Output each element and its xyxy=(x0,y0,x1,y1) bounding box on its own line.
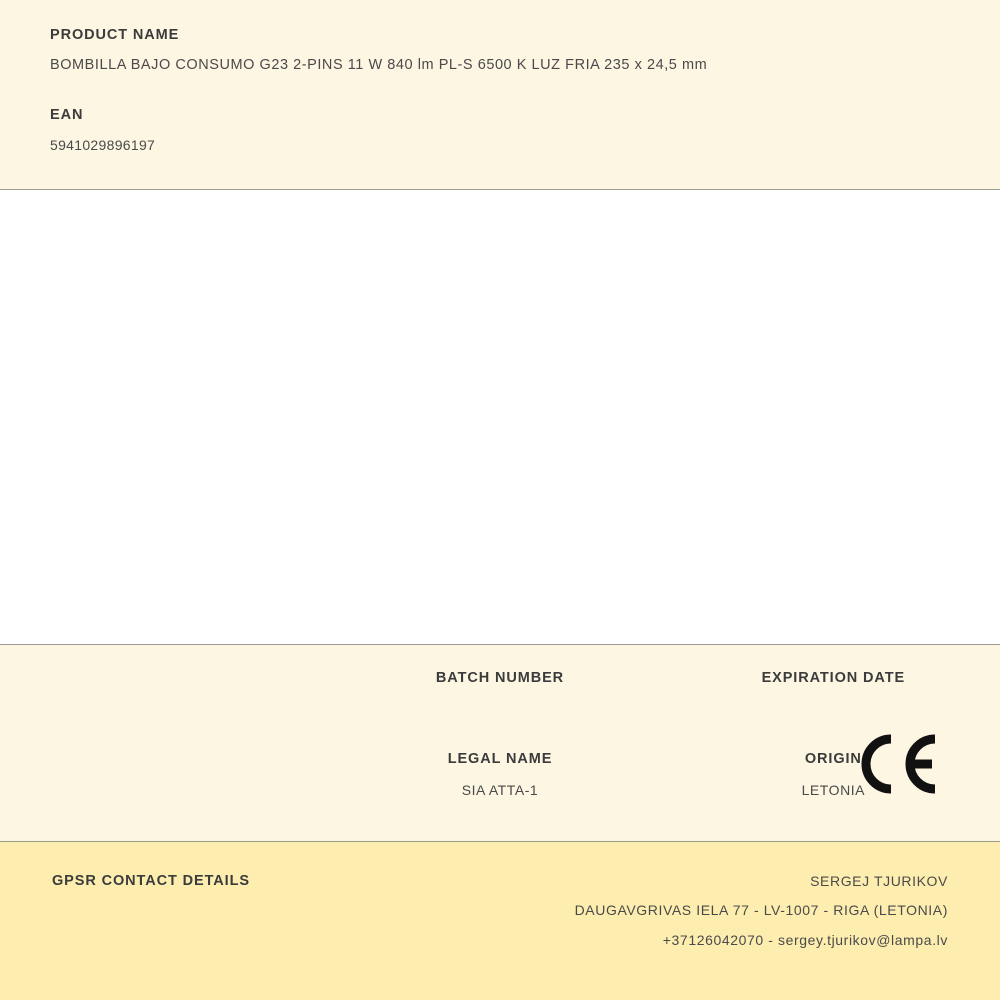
details-grid-2 xyxy=(0,752,1000,799)
spacer-2 xyxy=(0,718,1000,752)
details-grid xyxy=(0,645,1000,718)
details-cell-empty-left-4 xyxy=(0,769,333,799)
product-name-value: BOMBILLA BAJO CONSUMO G23 2-PINS 11 W 840 lm PL-S 6500 K LUZ FRIA 235 x 24,5 mm xyxy=(50,56,708,73)
product-name-label: PRODUCT NAME xyxy=(50,27,180,43)
details-cell-empty-left xyxy=(0,671,333,688)
gpsr-contact-address: DAUGAVGRIVAS IELA 77 - LV-1007 - RIGA (LETONIA) xyxy=(574,902,948,919)
details-cell-empty-left-3 xyxy=(0,752,333,769)
product-details-block xyxy=(0,645,1000,842)
details-cell-empty-left-2 xyxy=(0,688,333,718)
spacer xyxy=(50,74,950,108)
origin-value: LETONIA xyxy=(801,782,866,798)
ean-value: 5941029896197 xyxy=(50,137,156,154)
legal-name-value: SIA ATTA-1 xyxy=(461,782,539,798)
batch-number-label: BATCH NUMBER xyxy=(435,670,565,686)
legal-name-label: LEGAL NAME xyxy=(447,751,553,767)
expiration-date-value xyxy=(667,702,1000,718)
product-image-area xyxy=(0,190,1000,645)
product-info-block xyxy=(0,0,1000,190)
expiration-date-label: EXPIRATION DATE xyxy=(761,670,906,686)
gpsr-title: GPSR CONTACT DETAILS xyxy=(52,873,250,889)
gpsr-block xyxy=(0,842,1000,1000)
batch-number-value xyxy=(333,702,666,718)
ce-mark-icon xyxy=(857,733,943,795)
gpsr-contact-name: SERGEJ TJURIKOV xyxy=(810,873,948,889)
ean-label: EAN xyxy=(50,107,84,124)
gpsr-contact-phone-email: +37126042070 - sergey.tjurikov@lampa.lv xyxy=(662,931,948,948)
origin-label: ORIGIN xyxy=(804,751,862,767)
